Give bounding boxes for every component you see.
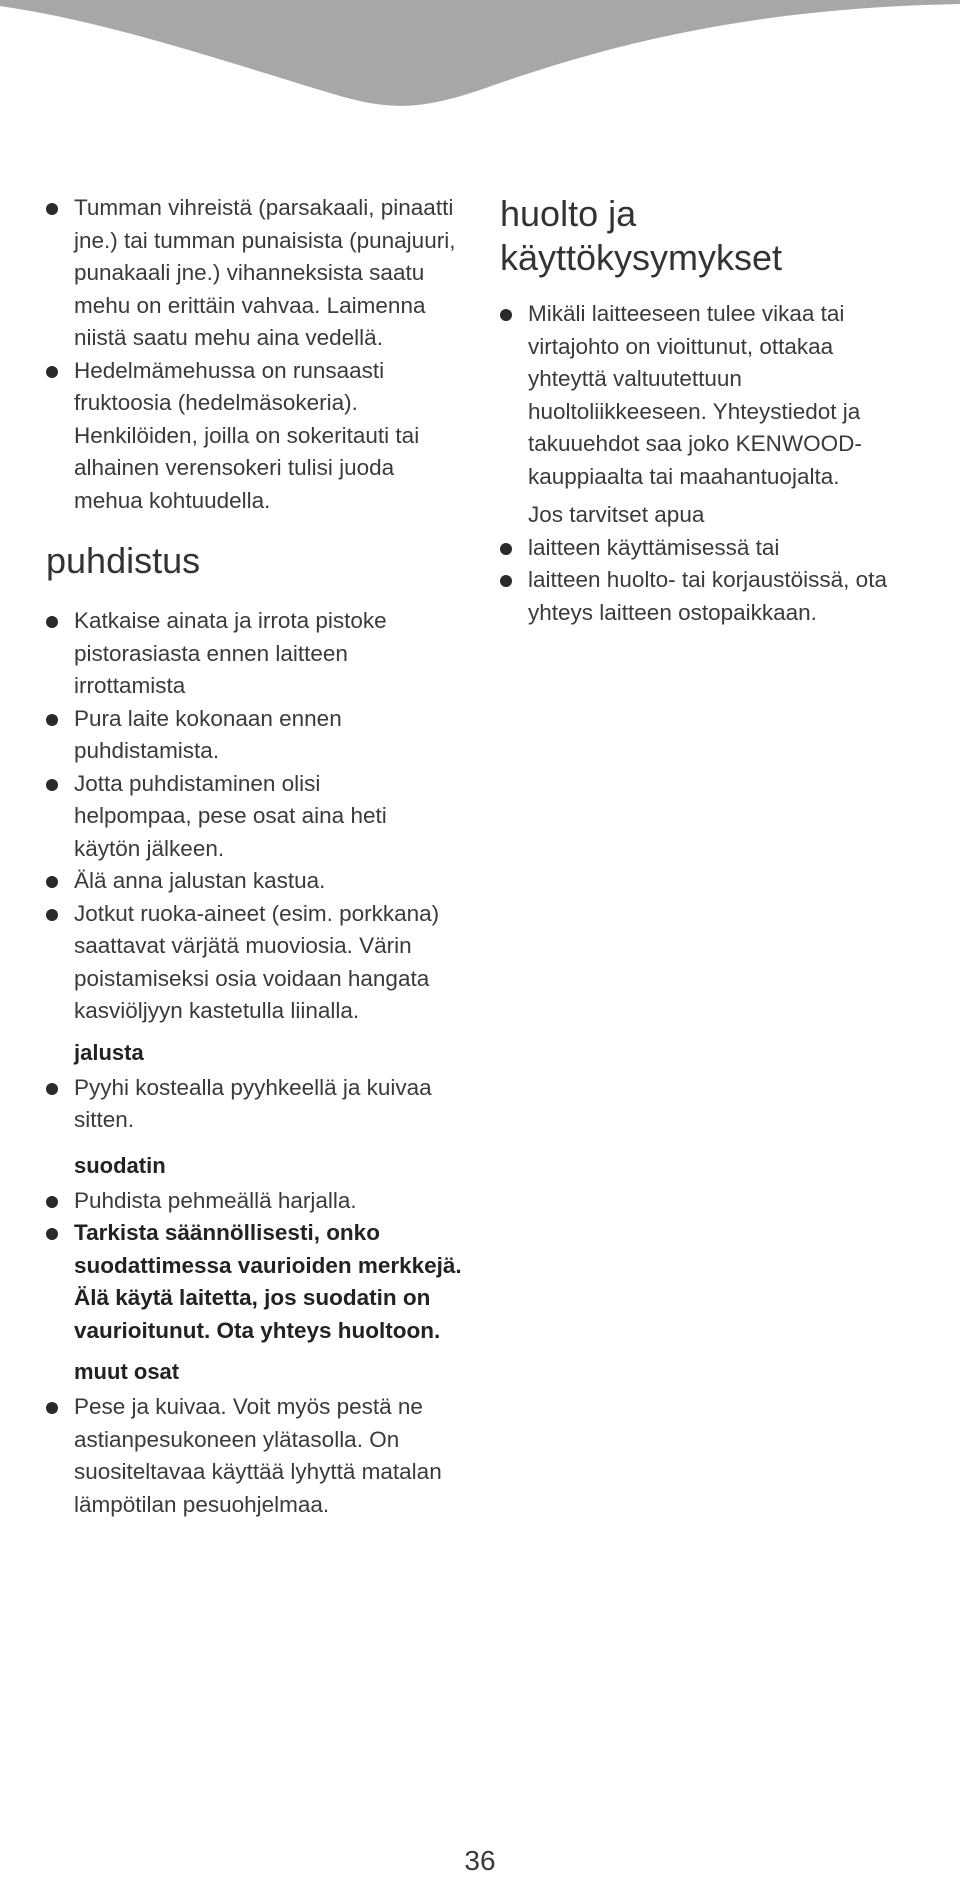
- header-curve-band: [0, 0, 960, 110]
- list-item: Hedelmämehussa on runsaasti fruktoosia (hedelmäsokeria). Henkilöiden, joilla on sokeritauti tai alhainen verensokeri tulisi juoda mehua kohtuudella.: [46, 355, 464, 518]
- list-item: Jotkut ruoka-aineet (esim. porkkana) saattavat värjätä muoviosia. Värin poistamiseksi osia voidaan hangata kasviöljyyn kastetulla liinalla.: [46, 898, 464, 1028]
- list-item: Pyyhi kostealla pyyhkeellä ja kuivaa sitten.: [46, 1072, 464, 1137]
- filter-warning: Tarkista säännöllisesti, onko suodattimessa vaurioiden merkkejä. Älä käytä laitetta, jos suodatin on vaurioitunut. Ota yhteys huoltoon.: [46, 1217, 464, 1347]
- list-item: Mikäli laitteeseen tulee vikaa tai virtajohto on vioittunut, ottakaa yhteyttä valtuutettuun huoltoliikkeeseen. Yhteystiedot ja takuuehdot saa joko KENWOOD-kauppiaalta tai maahantuojalta.: [500, 298, 898, 493]
- subheading-filter: suodatin: [74, 1152, 166, 1178]
- heading-line-1: huolto ja: [500, 193, 637, 234]
- list-item: Älä anna jalustan kastua.: [46, 865, 444, 898]
- subheading-other-parts: muut osat: [74, 1359, 180, 1384]
- list-item: Pura laite kokonaan ennen puhdistamista.: [46, 703, 444, 768]
- section-heading-service: [500, 192, 910, 280]
- heading-line-2: käyttökysymykset: [500, 237, 783, 278]
- subheading-base: jalusta: [74, 1039, 144, 1065]
- list-item: Puhdista pehmeällä harjalla.: [46, 1185, 466, 1218]
- right-column: [500, 192, 910, 629]
- list-item: Jotta puhdistaminen olisi helpompaa, pese osat aina heti käytön jälkeen.: [46, 768, 444, 866]
- left-column: [46, 192, 466, 1521]
- list-item: Pese ja kuivaa. Voit myös pestä ne astianpesukoneen ylätasolla. On suositeltavaa käyttää lyhyttä matalan lämpötilan pesuohjelmaa.: [46, 1391, 464, 1521]
- help-intro: Jos tarvitset apua: [528, 502, 705, 527]
- list-item: laitteen huolto- tai korjaustöissä, ota yhteys laitteen ostopaikkaan.: [500, 564, 898, 629]
- section-heading-cleaning: puhdistus: [46, 540, 201, 581]
- list-item: Tumman vihreistä (parsakaali, pinaatti jne.) tai tumman punaisista (punajuuri, punakaali jne.) vihanneksista saatu mehu on erittäin vahvaa. Laimenna niistä saatu mehu aina vedellä.: [46, 192, 464, 355]
- list-item: Katkaise ainata ja irrota pistoke pistorasiasta ennen laitteen irrottamista: [46, 605, 444, 703]
- page-number: 36: [464, 1845, 496, 1876]
- list-item: laitteen käyttämisessä tai: [500, 532, 910, 565]
